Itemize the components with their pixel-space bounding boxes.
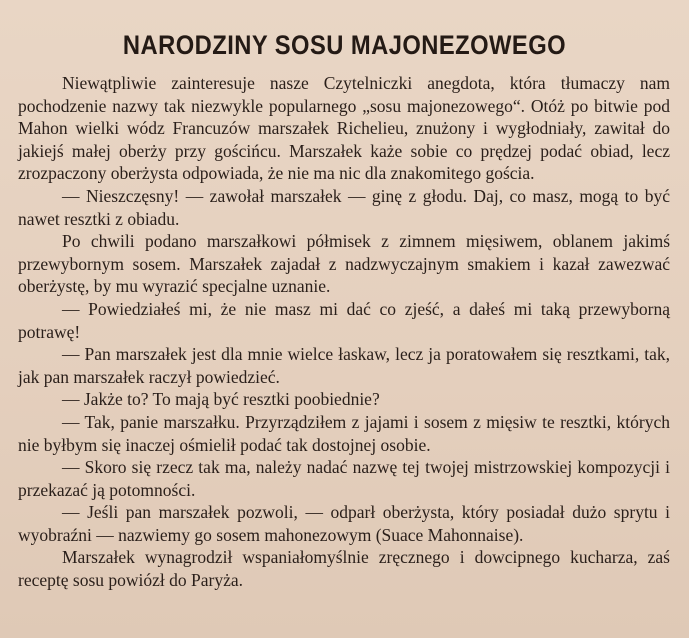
paragraph-dialogue-7: — Jeśli pan marszałek pozwoli, — odparł oberżysta, który posiadał dużo sprytu i wyobraźni — nazwiemy go sosem mahonezowym (Suace Mahonnaise). [18,502,670,545]
paragraph-narration-1: Po chwili podano marszałkowi półmisek z zimnem mięsiwem, oblanem jakimś przewybornym sosem. Marszałek zajadał z nadzwyczajnym smakiem i kazał zawezwać oberżystę, by mu wyrazić specjalne uznanie. [18,231,670,297]
paragraph-dialogue-3: — Pan marszałek jest dla mnie wielce łaskaw, lecz ja poratowałem się resztkami, tak, jak pan marszałek raczył powiedzieć. [18,344,670,387]
paragraph-conclusion: Marszałek wynagrodził wspaniałomyślnie zręcznego i dowcipnego kucharza, zaś receptę sosu powiózł do Paryża. [18,547,670,591]
paragraph-dialogue-2: — Powiedziałeś mi, że nie masz mi dać co zjeść, a dałeś mi taką przewyborną potrawę! [18,298,670,342]
paragraph-dialogue-1: — Nieszczęsny! — zawołał marszałek — ginę z głodu. Daj, co masz, mogą to być nawet resztki z obiadu. [18,185,670,229]
article-title: NARODZINY SOSU MAJONEZOWEGO [122,30,567,60]
paragraph-dialogue-6: — Skoro się rzecz tak ma, należy nadać nazwę tej twojej mistrzowskiej kompozycji i przekazać ją potomności. [18,457,670,500]
paragraph-dialogue-5: — Tak, panie marszałku. Przyrządziłem z jajami i sosem z mięsiw te resztki, których nie byłbym się inaczej ośmielił podać tak dostojnej osobie. [18,411,670,455]
paragraph-dialogue-4: — Jakże to? To mają być resztki poobiednie? [62,389,380,410]
article-body [18,72,670,592]
paragraph-intro: Niewątpliwie zainteresuje nasze Czytelniczki anegdota, która tłumaczy nam pochodzenie nazwy tak niezwykle popularnego „sosu majonezowego“. Otóż po bitwie pod Mahon wielki wódz Francuzów marszałek Richelieu, znużony i wygłodniały, zawitał do jakiejś małej oberży przy gościńcu. Marszałek każe sobie co prędzej podać obiad, lecz zrozpaczony oberżysta odpowiada, że nie ma nic dla znakomitego gościa. [18,73,670,184]
